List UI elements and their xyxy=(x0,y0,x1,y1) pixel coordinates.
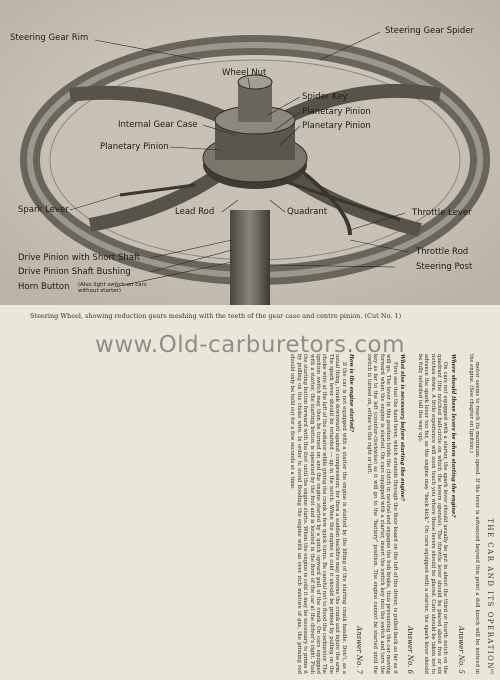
label-steering-post: Steering Post xyxy=(416,262,473,272)
figure-caption: Steering Wheel, showing reduction gears meshing with the teeth of the gear case and centre pinion. (Cut No. 1) xyxy=(30,312,402,320)
label-throttle-rod: Throttle Rod xyxy=(416,247,469,257)
label-planetary-pinion-2: Planetary Pinion xyxy=(302,121,371,131)
question-6: What else is necessary before starting the engine? xyxy=(398,354,405,501)
answer-heading-5: Answer No. 5 xyxy=(457,626,466,674)
label-spark-lever: Spark Lever xyxy=(18,205,69,215)
label-quadrant: Quadrant xyxy=(287,207,328,217)
label-spider-key: Spider Key xyxy=(302,92,348,102)
body-text xyxy=(10,354,480,674)
rotated-text-content xyxy=(0,348,500,680)
question-5: Where should these levers be when starting the engine? xyxy=(449,354,456,518)
label-wheel-nut: Wheel Nut xyxy=(222,68,267,78)
label-throttle-lever: Throttle Lever xyxy=(412,208,472,218)
paragraph-1: motor seems to reach its maximum speed. If the lever is advanced beyond this point a dull knock will be noticed in the engine. (See chapter on Ignition.) xyxy=(467,354,480,674)
label-planetary-pinion-1: Planetary Pinion xyxy=(302,107,371,117)
steering-wheel-figure xyxy=(0,0,500,305)
label-horn-button-note: (Also light switch on cars without starter) xyxy=(78,282,147,294)
paragraph-2: On cars not equipped with a starter, the spark lever should usually be put in about the third or fourth notch on the quadrant (the notched half-circle on which the levers operate). The throttle lever should be placed about five or six notches down. A little experience will soon teach you where these levers should be placed. Care should be taken not to advance the spark lever too far, as the engine may "back kick." On cars equipped with a starter, the spark lever should be fully retarded (all the way up). xyxy=(416,354,449,674)
paragraph-4: If the car is not equipped with a starter the engine is started by the lifting of the starting crank handle. Don't, as a usual thing, crank downward against compression; for then a sudden backfire may reverse the crank and injure the arm. The spark lever should be retarded — up in the notch. When the engine is cold it should be primed by pulling on the choke wire at the left of the radiator while giving the crank a few quick turns. Be careful not to flood the carburetor. The ignition switch may then be turned on and the engine started by a quick upward pull of the crank. On cars equipped with a starter, the starting button is operated by the foot and is located in the floor of the car at the driver's right. Push the starting button forward with the foot until the engine starts. When the engine is cold it may be necessary to prime it by pulling on the choke wire. In order to avoid flooding the engine with an over rich mixture of gas, the priming rod should only be held out for a few seconds at a time. xyxy=(289,354,347,674)
watermark: www.Old-carburetors.com xyxy=(95,332,405,358)
rotated-text-page xyxy=(0,348,500,680)
paragraph-3: First see that the hand lever, which extends through the floor board on the left of the driver, is pulled back as far as it will go. The lever in this position holds the clutch in neutral and engages the hub brake, thus preventing the car moving forward when the engine is started. On cars equipped with a starter, insert the switch key into the switch and turn the key as far to the left (counter-clockwise) as it will go to the "battery" position. The engine cannot be started until the switch is turned on, either to the right or left. xyxy=(365,354,398,674)
question-7: How is the engine started? xyxy=(348,354,355,432)
label-horn-button: Horn Button xyxy=(18,282,70,292)
label-steering-gear-rim: Steering Gear Rim xyxy=(10,33,89,43)
label-internal-gear-case: Internal Gear Case xyxy=(118,120,198,130)
answer-heading-7: Answer No. 7 xyxy=(355,626,364,674)
page-number: 5 xyxy=(490,669,494,676)
label-lead-rod: Lead Rod xyxy=(175,207,215,217)
label-steering-gear-spider: Steering Gear Spider xyxy=(385,26,475,36)
label-drive-pinion-short-shaft: Drive Pinion with Short Shaft xyxy=(18,253,141,263)
running-header: THE CAR AND ITS OPERATION xyxy=(486,518,494,670)
answer-heading-6: Answer No. 6 xyxy=(406,626,415,674)
label-planetary-pinion-3: Planetary Pinion xyxy=(100,142,169,152)
label-drive-pinion-shaft-bushing: Drive Pinion Shaft Bushing xyxy=(18,267,131,277)
